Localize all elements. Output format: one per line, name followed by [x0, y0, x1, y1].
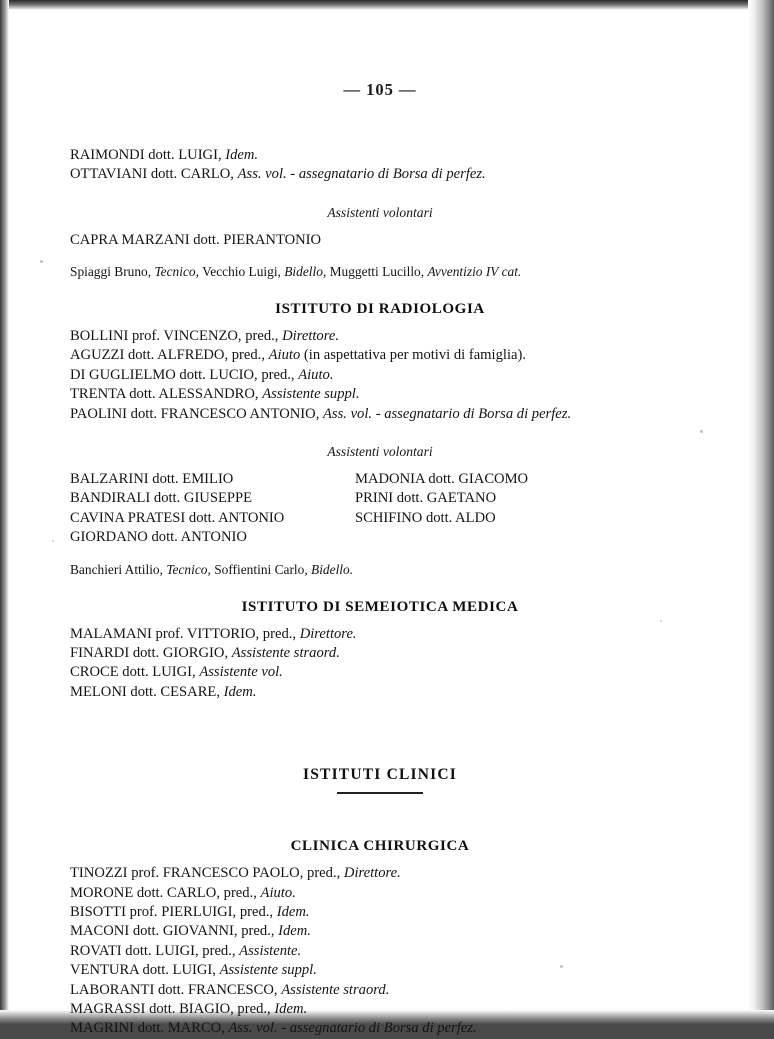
subheading-assistenti-volontari-1: Assistenti volontari [327, 204, 433, 220]
entry-name: RAIMONDI dott. LUIGI, [70, 147, 226, 163]
entry-role: Ass. vol. - assegnatario di Borsa di perfez. [228, 1020, 477, 1037]
staff-part: Spiaggi Bruno, [70, 264, 155, 280]
entry-name: CROCE dott. LUIGI, [70, 664, 200, 681]
entry-role: Assistente suppl. [262, 386, 360, 403]
entry-name: MAGRINI dott. MARCO, [70, 1020, 229, 1037]
entry-role: Assistente straord. [281, 981, 390, 998]
section-heading-semeiotica: ISTITUTO DI SEMEIOTICA MEDICA [241, 598, 519, 615]
page-edge-left [0, 0, 9, 1024]
list-item: MADONIA dott. GIACOMO [355, 471, 529, 488]
entry-role: Assistente vol. [199, 664, 283, 681]
section-heading-clinica-chirurgica: CLINICA CHIRURGICA [290, 838, 470, 855]
staff-part: Bidello [284, 264, 323, 280]
volunteers-column-left [70, 470, 355, 548]
subheading-assistenti-volontari-2: Assistenti volontari [327, 444, 433, 460]
scan-speck [700, 430, 703, 433]
entry-role: Idem. [223, 683, 257, 700]
list-item [70, 146, 690, 165]
top-entry-list [70, 146, 690, 185]
entry-name: VENTURA dott. LUIGI, [70, 962, 220, 979]
list-item [70, 884, 690, 903]
list-item [70, 327, 690, 346]
list-item: BALZARINI dott. EMILIO [70, 471, 234, 488]
entry-role: Ass. vol. - assegnatario di Borsa di perfez. [323, 405, 572, 422]
list-item [70, 981, 690, 1000]
list-item [70, 385, 690, 404]
entry-role: Idem. [276, 903, 310, 920]
entry-role: Assistente suppl. [219, 962, 317, 979]
chirurgica-entry-list [70, 864, 690, 1039]
list-item [70, 644, 690, 663]
entry-role: Aiuto. [260, 884, 296, 901]
radiologia-volunteers-columns [70, 470, 690, 548]
entry-name: MELONI dott. CESARE, [70, 683, 224, 700]
entry-name: BOLLINI prof. VINCENZO, pred., [70, 328, 283, 345]
list-item [70, 961, 690, 980]
major-heading-istituti-clinici: ISTITUTI CLINICI [302, 766, 457, 784]
entry-role: Idem. [274, 1001, 308, 1017]
technical-staff-line-1 [70, 263, 690, 281]
staff-part: Bidello. [311, 561, 354, 577]
list-item [70, 942, 690, 961]
entry-name: TRENTA dott. ALESSANDRO, [70, 386, 263, 403]
list-item [70, 864, 690, 883]
list-item [70, 366, 690, 385]
entry-name: ROVATI dott. LUIGI, pred., [70, 942, 240, 959]
entry-role: Idem. [225, 147, 259, 163]
staff-part: Tecnico [166, 561, 208, 577]
page-folio: — 105 — [343, 80, 417, 99]
list-item: CAVINA PRATESI dott. ANTONIO [70, 509, 285, 526]
staff-part: , Muggetti Lucillo, [322, 264, 428, 280]
list-item [70, 663, 690, 682]
entry-role: Direttore. [343, 865, 401, 882]
entry-name: FINARDI dott. GIORGIO, [70, 644, 232, 661]
entry-role: Ass. vol. - assegnatario di Borsa di perfez. [237, 166, 486, 183]
list-item [70, 922, 690, 941]
entry-name: PAOLINI dott. FRANCESCO ANTONIO, [70, 405, 323, 422]
entry-role: Assistente straord. [231, 644, 340, 661]
technical-staff-line-2 [70, 561, 690, 579]
scan-speck [52, 540, 54, 542]
semeiotica-entry-list [70, 625, 690, 703]
staff-part: , Soffientini Carlo, [207, 561, 312, 577]
list-item: GIORDANO dott. ANTONIO [70, 529, 247, 546]
list-item [70, 683, 690, 702]
list-item [70, 165, 690, 184]
page-content [70, 80, 690, 1039]
list-item [70, 903, 690, 922]
entry-name: TINOZZI prof. FRANCESCO PAOLO, pred., [70, 865, 344, 882]
entry-name: MALAMANI prof. VITTORIO, pred., [70, 625, 300, 642]
scan-speck [40, 260, 43, 263]
entry-role: Aiuto [268, 347, 301, 364]
staff-part: Banchieri Attilio, [70, 561, 167, 577]
entry-role: Assistente. [239, 942, 302, 959]
list-item [70, 405, 690, 424]
entry-name: AGUZZI dott. ALFREDO, pred., [70, 347, 269, 364]
entry-name: MAGRASSI dott. BIAGIO, pred., [70, 1001, 275, 1017]
list-item [70, 1000, 690, 1019]
entry-name: MACONI dott. GIOVANNI, pred., [70, 923, 279, 940]
entry-role: Idem. [278, 923, 311, 940]
section-heading-radiologia: ISTITUTO DI RADIOLOGIA [275, 301, 485, 318]
page-edge-top [0, 0, 774, 10]
page-edge-right [748, 0, 774, 1024]
entry-role: Direttore. [299, 625, 357, 642]
entry-role: Direttore. [282, 328, 339, 345]
staff-part: Avventizio IV cat. [427, 264, 522, 280]
entry-role: Aiuto. [298, 366, 334, 383]
list-item: SCHIFINO dott. ALDO [355, 509, 496, 526]
entry-tail: (in aspettativa per motivi di famiglia). [300, 347, 526, 364]
radiologia-entry-list [70, 327, 690, 424]
list-item: BANDIRALI dott. GIUSEPPE [70, 490, 253, 507]
list-item [70, 1019, 690, 1038]
entry-name: BISOTTI prof. PIERLUIGI, pred., [70, 903, 277, 920]
list-item: CAPRA MARZANI dott. PIERANTONIO [70, 231, 322, 248]
entry-name: LABORANTI dott. FRANCESCO, [70, 981, 282, 998]
entry-name: DI GUGLIELMO dott. LUCIO, pred., [70, 366, 299, 383]
list-item [70, 346, 690, 365]
entry-name: MORONE dott. CARLO, pred., [70, 884, 261, 901]
volunteers-column-right [355, 470, 665, 548]
entry-name: OTTAVIANI dott. CARLO, [70, 166, 238, 183]
list-item [70, 625, 690, 644]
list-item: PRINI dott. GAETANO [355, 490, 497, 507]
staff-part: Tecnico [154, 264, 196, 280]
staff-part: , Vecchio Luigi, [195, 264, 285, 280]
